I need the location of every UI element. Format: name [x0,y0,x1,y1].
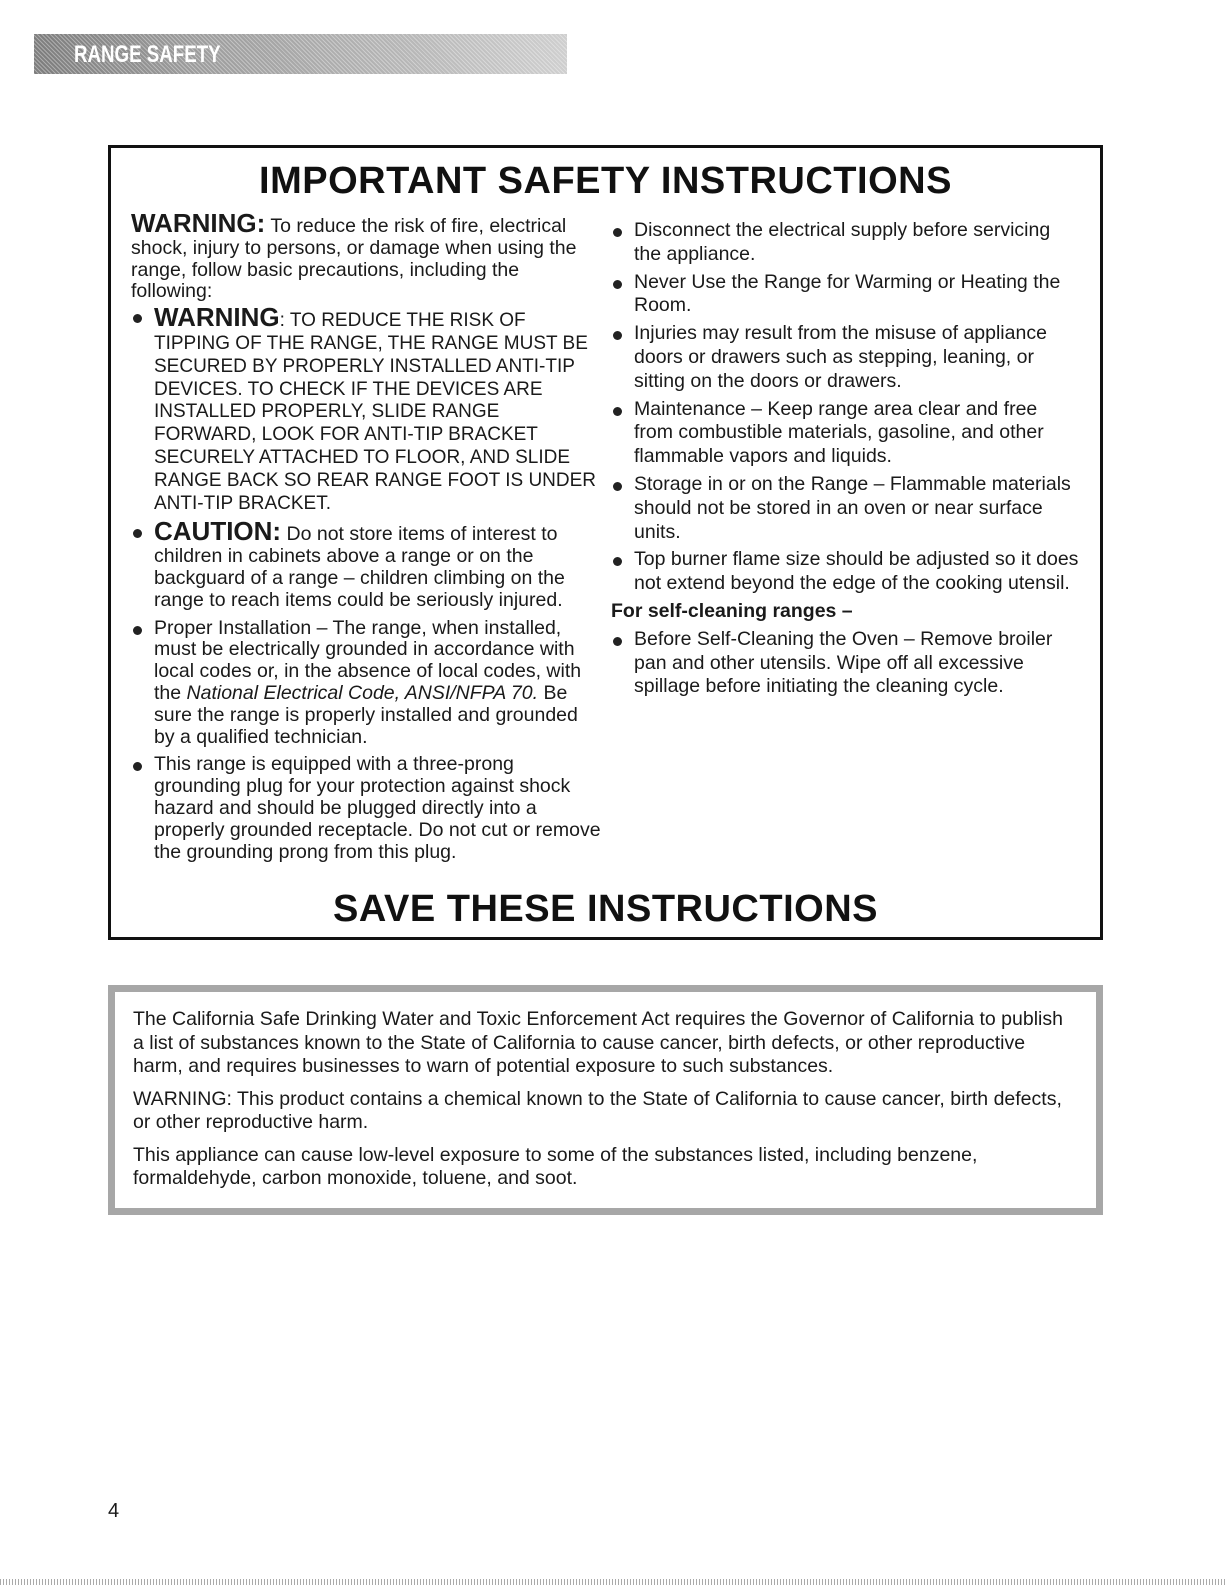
item-text: Never Use the Range for Warming or Heating the Room. [634,270,1061,317]
item-text: Injuries may result from the misuse of appliance doors or drawers such as stepping, leaning, or sitting on the doors or drawers. [634,322,1047,392]
list-item [611,398,1081,469]
list-item [611,548,1081,596]
item-text: This range is equipped with a three-prong grounding plug for your protection against shock hazard and should be plugged directly into a properly grounded receptacle. Do not cut or remove the grounding prong from this plug. [154,753,601,863]
bottom-rule [0,1579,1225,1585]
intro-warning-text: To reduce the risk of fire, electrical shock, injury to persons, or damage when using the range, follow basic precautions, including the following: [131,215,577,303]
item-text: Maintenance – Keep range area clear and free from combustible materials, gasoline, and other flammable vapors and liquids. [634,397,1044,468]
save-instructions-title: SAVE THESE INSTRUCTIONS [333,888,878,930]
list-item [131,754,601,863]
bullet-icon [613,280,622,289]
bullet-icon [613,407,622,416]
left-column [131,208,601,869]
right-column [611,219,1081,703]
bullet-icon [613,331,622,340]
section-banner-label: RANGE SAFETY [74,41,221,68]
bullet-icon [133,626,142,635]
list-item [611,473,1081,544]
item-text: Top burner flame size should be adjusted so it does not extend beyond the edge of the cooking utensil. [634,548,1079,595]
bullet-icon [613,557,622,566]
list-item [611,628,1081,699]
item-text: : TO REDUCE THE RISK OF TIPPING OF THE RANGE, THE RANGE MUST BE SECURED BY PROPERLY INSTALLED ANTI-TIP DEVICES. TO CHECK IF THE DEVICES ARE INSTALLED PROPERLY, SLIDE RANGE FORWARD, LOOK FOR ANTI-TIP BRACKET SECURELY ATTACHED TO FLOOR, AND SLIDE RANGE BACK SO REAR RANGE FOOT IS UNDER ANTI-TIP BRACKET. [154,310,597,514]
section-banner [34,34,567,74]
item-text: Before Self-Cleaning the Oven – Remove broiler pan and other utensils. Wipe off all excessive spillage before initiating the cleaning cycle. [634,627,1053,698]
item-text: Do not store items of interest to children in cabinets above a range or on the backguard of a range – children climbing on the range to reach items could be seriously injured. [154,523,565,611]
list-item [131,516,601,611]
prop65-paragraph: This appliance can cause low-level exposure to some of the substances listed, including benzene, formaldehyde, carbon monoxide, toluene, and soot. [133,1143,978,1189]
safety-instructions-box [108,145,1103,940]
item-lead: WARNING [154,302,280,333]
item-text: Storage in or on the Range – Flammable materials should not be stored in an oven or near surface units. [634,472,1071,543]
prop65-paragraph: WARNING: This product contains a chemical known to the State of California to cause cancer, birth defects, or other reproductive harm. [133,1087,1062,1133]
item-lead: CAUTION: [154,516,282,547]
intro-warning [131,208,601,303]
list-item [611,219,1081,267]
bullet-icon [133,314,142,323]
prop65-notice-box [108,985,1103,1215]
bullet-icon [613,482,622,491]
list-item [131,302,601,515]
item-text: Proper Installation – The range, when installed, must be electrically grounded in accordance with local codes or, in the absence of local codes, with the [154,616,582,704]
list-item [611,322,1081,393]
safety-title: IMPORTANT SAFETY INSTRUCTIONS [259,160,952,202]
bullet-icon [613,637,622,646]
bullet-icon [133,762,142,771]
page-number: 4 [108,1500,120,1522]
bullet-icon [613,228,622,237]
self-cleaning-heading: For self-cleaning ranges – [611,599,853,622]
prop65-text [133,1008,1063,1200]
code-reference: National Electrical Code, ANSI/NFPA 70. [186,681,539,704]
list-item [131,618,601,749]
intro-warning-lead: WARNING: [131,208,266,238]
item-text: Disconnect the electrical supply before servicing the appliance. [634,219,1051,265]
item-text: Be sure the range is properly installed and grounded by a qualified technician. [154,681,578,748]
bullet-icon [133,529,142,538]
prop65-paragraph: The California Safe Drinking Water and Toxic Enforcement Act requires the Governor of California to publish a list of substances known to the State of California to cause cancer, birth defects, or other reproductive harm, and requires businesses to warn of potential exposure to such substances. [133,1008,1063,1077]
list-item [611,271,1081,319]
